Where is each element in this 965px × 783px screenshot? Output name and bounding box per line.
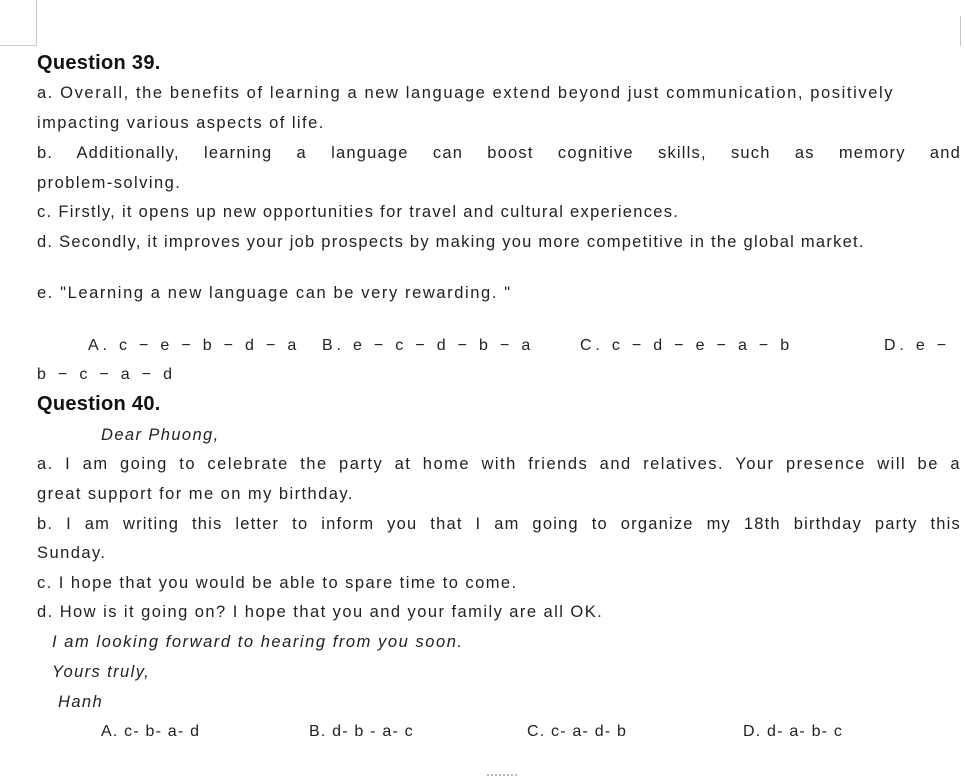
question-40-title: Question 40. bbox=[37, 393, 161, 415]
q39-sentence-c: c. Firstly, it opens up new opportunities for travel and cultural experiences. bbox=[37, 203, 680, 221]
cut-off-text-fragment bbox=[487, 774, 517, 782]
q40-option-a[interactable]: A. c- b- a- d bbox=[101, 723, 201, 740]
q40-closing-line: I am looking forward to hearing from you soon. bbox=[52, 633, 464, 651]
q40-sentence-a-line1: a. I am going to celebrate the party at home with friends and relatives. Your presence will be a bbox=[37, 455, 961, 473]
q39-sentence-b-line1: b. Additionally, learning a language can boost cognitive skills, such as memory and bbox=[37, 144, 961, 162]
q39-option-d-line2[interactable]: b − c − a − d bbox=[37, 366, 176, 383]
q40-sentence-c: c. I hope that you would be able to spare time to come. bbox=[37, 574, 518, 592]
q39-sentence-a-line2: impacting various aspects of life. bbox=[37, 114, 325, 132]
q39-sentence-b-line2: problem-solving. bbox=[37, 174, 182, 192]
q39-sentence-e: e. "Learning a new language can be very rewarding. " bbox=[37, 284, 512, 302]
q40-option-d[interactable]: D. d- a- b- c bbox=[743, 723, 844, 740]
q39-sentence-d: d. Secondly, it improves your job prospects by making you more competitive in the global market. bbox=[37, 233, 865, 251]
q39-sentence-a-line1: a. Overall, the benefits of learning a new language extend beyond just communication, positively bbox=[37, 84, 895, 102]
q39-option-b[interactable]: B. e − c − d − b − a bbox=[322, 337, 535, 354]
q40-sentence-b-line2: Sunday. bbox=[37, 544, 107, 562]
q40-greeting: Dear Phuong, bbox=[101, 426, 220, 444]
q39-option-d-line1[interactable]: D. e − bbox=[884, 337, 950, 354]
q40-yours-truly: Yours truly, bbox=[52, 663, 151, 681]
page-corner-mark-left bbox=[0, 0, 37, 46]
q39-option-a[interactable]: A. c − e − b − d − a bbox=[88, 337, 301, 354]
q40-signature: Hanh bbox=[58, 693, 104, 711]
q39-option-c[interactable]: C. c − d − e − a − b bbox=[580, 337, 793, 354]
page-corner-mark-right bbox=[960, 16, 965, 46]
q40-sentence-b-line1: b. I am writing this letter to inform you that I am going to organize my 18th birthday party this bbox=[37, 515, 961, 533]
q40-option-c[interactable]: C. c- a- d- b bbox=[527, 723, 628, 740]
q40-sentence-d: d. How is it going on? I hope that you and your family are all OK. bbox=[37, 603, 604, 621]
question-39-title: Question 39. bbox=[37, 52, 161, 74]
q40-option-b[interactable]: B. d- b - a- c bbox=[309, 723, 414, 740]
q40-sentence-a-line2: great support for me on my birthday. bbox=[37, 485, 354, 503]
